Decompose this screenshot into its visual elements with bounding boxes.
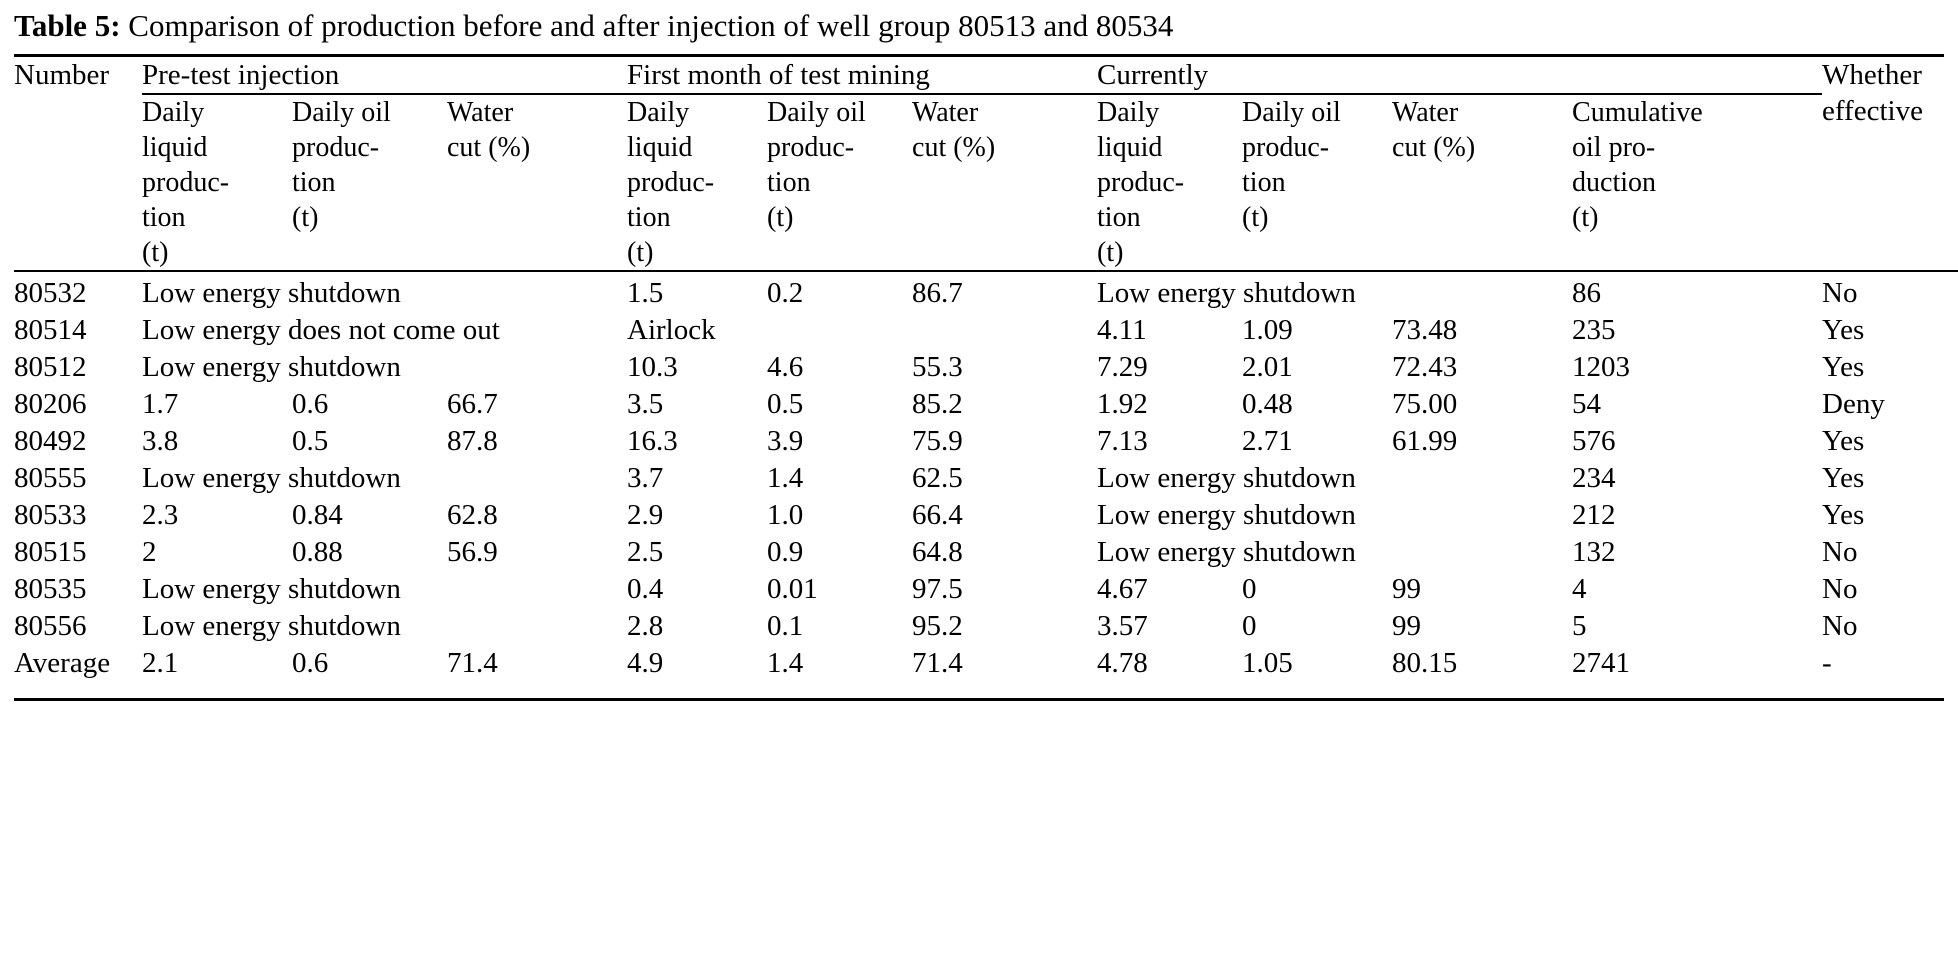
cell-number: 80492	[14, 425, 87, 457]
header-whether-effective-line-1: Whether	[1822, 59, 1922, 91]
cell-fm-daily-liquid: 3.7	[627, 462, 664, 494]
header-pre-daily-liquid	[142, 94, 292, 270]
hdr-line: liquid	[142, 132, 208, 163]
cell-pre-daily-liquid: 3.8	[142, 425, 179, 457]
cell-effective: No	[1822, 536, 1858, 568]
table-body	[14, 275, 1958, 682]
cell-cur-water-cut: 72.43	[1392, 351, 1458, 383]
cell-cur-daily-liquid: 4.11	[1097, 314, 1147, 346]
cell-number: 80556	[14, 610, 87, 642]
hdr-line: cut (%)	[447, 132, 531, 163]
cell-cumulative-oil: 234	[1572, 462, 1616, 494]
cell-pre-daily-liquid: 2.1	[142, 647, 179, 679]
table-row	[14, 275, 1958, 312]
cell-pre-daily-liquid: 2	[142, 536, 157, 568]
cell-cur-daily-liquid: 3.57	[1097, 610, 1148, 642]
cell-cur-water-cut: 73.48	[1392, 314, 1458, 346]
cell-cur-daily-liquid: 4.78	[1097, 647, 1148, 679]
cell-fm-water-cut: 86.7	[912, 277, 963, 309]
hdr-line: produc-	[767, 132, 855, 163]
table-row	[14, 571, 1958, 608]
header-fm-daily-oil	[767, 94, 912, 270]
hdr-line: Daily oil	[1242, 97, 1341, 128]
cell-effective: Deny	[1822, 388, 1885, 420]
cell-pre-daily-liquid: 2.3	[142, 499, 179, 531]
cell-pre-water-cut: 66.7	[447, 388, 498, 420]
table-row	[14, 349, 1958, 386]
header-group-first-month: First month of test mining	[627, 57, 1097, 94]
cell-cumulative-oil: 132	[1572, 536, 1616, 568]
hdr-line: duction	[1572, 167, 1657, 198]
cell-fm-water-cut: 55.3	[912, 351, 963, 383]
header-fm-daily-liquid	[627, 94, 767, 270]
cell-number: 80515	[14, 536, 87, 568]
hdr-line: (t)	[767, 202, 794, 233]
cell-effective: Yes	[1822, 462, 1865, 494]
table-caption	[14, 0, 1944, 54]
cell-effective: Yes	[1822, 499, 1865, 531]
cell-cur-daily-oil: 0	[1242, 610, 1257, 642]
hdr-line: tion	[1097, 202, 1141, 233]
cell-cur-daily-oil: 1.05	[1242, 647, 1293, 679]
header-whether-effective-line-2: effective	[1822, 95, 1923, 127]
cell-number: 80535	[14, 573, 87, 605]
cell-effective: Yes	[1822, 351, 1865, 383]
cell-fm-daily-oil: 1.4	[767, 462, 804, 494]
cell-cur-span: Low energy shutdown	[1097, 536, 1356, 568]
cell-cur-daily-liquid: 1.92	[1097, 388, 1148, 420]
hdr-line: (t)	[1097, 237, 1124, 268]
cell-fm-span: Airlock	[627, 314, 716, 346]
cell-cur-daily-liquid: 7.13	[1097, 425, 1148, 457]
table-row	[14, 312, 1958, 349]
cell-number: 80555	[14, 462, 87, 494]
cell-cur-daily-oil: 2.71	[1242, 425, 1293, 457]
cell-cur-water-cut: 80.15	[1392, 647, 1458, 679]
cell-fm-daily-oil: 1.0	[767, 499, 804, 531]
header-group-currently: Currently	[1097, 57, 1822, 94]
cell-cumulative-oil: 212	[1572, 499, 1616, 531]
hdr-line: (t)	[292, 202, 319, 233]
cell-pre-span: Low energy shutdown	[142, 573, 401, 605]
cell-number: 80532	[14, 277, 87, 309]
cell-number: Average	[14, 647, 111, 679]
cell-pre-daily-oil: 0.5	[292, 425, 329, 457]
cell-pre-daily-oil: 0.6	[292, 388, 329, 420]
cell-pre-water-cut: 71.4	[447, 647, 498, 679]
header-whether-effective	[1822, 57, 1958, 270]
cell-pre-water-cut: 87.8	[447, 425, 498, 457]
header-fm-water-cut	[912, 94, 1097, 270]
cell-fm-daily-liquid: 2.8	[627, 610, 664, 642]
hdr-line: Water	[912, 97, 979, 128]
cell-pre-water-cut: 56.9	[447, 536, 498, 568]
cell-effective: No	[1822, 610, 1858, 642]
hdr-line: Daily oil	[292, 97, 391, 128]
cell-cumulative-oil: 54	[1572, 388, 1602, 420]
table-caption-label: Table 5:	[14, 8, 121, 43]
cell-pre-span: Low energy does not come out	[142, 314, 500, 346]
header-cur-daily-oil	[1242, 94, 1392, 270]
cell-cur-daily-liquid: 7.29	[1097, 351, 1148, 383]
header-pre-water-cut	[447, 94, 627, 270]
cell-fm-daily-oil: 0.2	[767, 277, 804, 309]
cell-cumulative-oil: 235	[1572, 314, 1616, 346]
hdr-line: (t)	[142, 237, 169, 268]
cell-pre-daily-oil: 0.6	[292, 647, 329, 679]
header-cur-daily-liquid	[1097, 94, 1242, 270]
cell-cur-span: Low energy shutdown	[1097, 462, 1356, 494]
cell-fm-water-cut: 62.5	[912, 462, 963, 494]
hdr-line: tion	[292, 167, 336, 198]
header-number: Number	[14, 59, 110, 91]
hdr-line: (t)	[1242, 202, 1269, 233]
cell-fm-daily-oil: 4.6	[767, 351, 804, 383]
hdr-line: cut (%)	[1392, 132, 1476, 163]
cell-fm-daily-liquid: 1.5	[627, 277, 664, 309]
hdr-line: oil pro-	[1572, 132, 1656, 163]
table-header	[14, 57, 1958, 275]
hdr-line: (t)	[1572, 202, 1599, 233]
cell-cumulative-oil: 2741	[1572, 647, 1631, 679]
hdr-line: produc-	[627, 167, 715, 198]
cell-fm-water-cut: 66.4	[912, 499, 963, 531]
cell-cur-water-cut: 75.00	[1392, 388, 1458, 420]
hdr-line: Daily oil	[767, 97, 866, 128]
cell-number: 80512	[14, 351, 87, 383]
cell-cur-daily-liquid: 4.67	[1097, 573, 1148, 605]
hdr-line: Daily	[627, 97, 690, 128]
hdr-line: liquid	[627, 132, 693, 163]
cell-cumulative-oil: 86	[1572, 277, 1602, 309]
cell-effective: -	[1822, 647, 1832, 679]
cell-number: 80533	[14, 499, 87, 531]
cell-cur-water-cut: 61.99	[1392, 425, 1458, 457]
cell-cur-water-cut: 99	[1392, 610, 1422, 642]
hdr-line: Daily	[1097, 97, 1160, 128]
hdr-line: Water	[1392, 97, 1459, 128]
table-bottom-rule	[14, 698, 1944, 701]
cell-cur-daily-oil: 1.09	[1242, 314, 1293, 346]
cell-fm-water-cut: 97.5	[912, 573, 963, 605]
cell-pre-daily-oil: 0.84	[292, 499, 343, 531]
cell-cur-daily-oil: 0	[1242, 573, 1257, 605]
cell-cur-water-cut: 99	[1392, 573, 1422, 605]
hdr-line: Cumulative	[1572, 97, 1703, 128]
header-cur-water-cut	[1392, 94, 1572, 270]
cell-fm-water-cut: 95.2	[912, 610, 963, 642]
header-pre-daily-oil	[292, 94, 447, 270]
cell-cur-span: Low energy shutdown	[1097, 277, 1356, 309]
group-header-row	[14, 57, 1958, 94]
cell-effective: No	[1822, 573, 1858, 605]
table-caption-text: Comparison of production before and after injection of well group 80513 and 80534	[128, 8, 1174, 43]
hdr-line: Water	[447, 97, 514, 128]
cell-pre-span: Low energy shutdown	[142, 277, 401, 309]
cell-pre-span: Low energy shutdown	[142, 462, 401, 494]
table-row	[14, 423, 1958, 460]
table-row	[14, 534, 1958, 571]
cell-pre-water-cut: 62.8	[447, 499, 498, 531]
hdr-line: tion	[1242, 167, 1286, 198]
cell-pre-span: Low energy shutdown	[142, 610, 401, 642]
table-bottom-space	[14, 682, 1944, 698]
table-row	[14, 386, 1958, 423]
header-cumulative-oil	[1572, 94, 1822, 270]
hdr-line: cut (%)	[912, 132, 996, 163]
cell-fm-water-cut: 71.4	[912, 647, 963, 679]
cell-cumulative-oil: 1203	[1572, 351, 1631, 383]
sub-header-row	[14, 94, 1958, 270]
cell-fm-daily-liquid: 2.5	[627, 536, 664, 568]
cell-fm-daily-liquid: 3.5	[627, 388, 664, 420]
cell-cur-daily-oil: 0.48	[1242, 388, 1293, 420]
table-row	[14, 608, 1958, 645]
hdr-line: produc-	[142, 167, 230, 198]
cell-pre-daily-oil: 0.88	[292, 536, 343, 568]
table-row-average	[14, 645, 1958, 682]
header-group-pre-test: Pre-test injection	[142, 57, 627, 94]
cell-pre-span: Low energy shutdown	[142, 351, 401, 383]
hdr-line: tion	[142, 202, 186, 233]
cell-fm-daily-liquid: 0.4	[627, 573, 664, 605]
cell-fm-daily-oil: 1.4	[767, 647, 804, 679]
hdr-line: (t)	[627, 237, 654, 268]
cell-number: 80514	[14, 314, 87, 346]
cell-fm-daily-liquid: 4.9	[627, 647, 664, 679]
cell-fm-daily-liquid: 10.3	[627, 351, 678, 383]
cell-fm-daily-oil: 3.9	[767, 425, 804, 457]
cell-effective: No	[1822, 277, 1858, 309]
cell-fm-water-cut: 64.8	[912, 536, 963, 568]
hdr-line: liquid	[1097, 132, 1163, 163]
cell-effective: Yes	[1822, 425, 1865, 457]
hdr-line: Daily	[142, 97, 205, 128]
cell-effective: Yes	[1822, 314, 1865, 346]
production-comparison-table	[14, 57, 1958, 682]
cell-fm-daily-liquid: 2.9	[627, 499, 664, 531]
hdr-line: tion	[627, 202, 671, 233]
cell-cur-daily-oil: 2.01	[1242, 351, 1293, 383]
cell-pre-daily-liquid: 1.7	[142, 388, 179, 420]
cell-fm-daily-oil: 0.5	[767, 388, 804, 420]
table-row	[14, 497, 1958, 534]
hdr-line: tion	[767, 167, 811, 198]
cell-number: 80206	[14, 388, 87, 420]
cell-cumulative-oil: 5	[1572, 610, 1587, 642]
hdr-line: produc-	[292, 132, 380, 163]
table-row	[14, 460, 1958, 497]
cell-fm-daily-oil: 0.01	[767, 573, 818, 605]
hdr-line: produc-	[1097, 167, 1185, 198]
cell-fm-water-cut: 75.9	[912, 425, 963, 457]
cell-cumulative-oil: 576	[1572, 425, 1616, 457]
cell-cumulative-oil: 4	[1572, 573, 1587, 605]
hdr-line: produc-	[1242, 132, 1330, 163]
cell-fm-daily-oil: 0.9	[767, 536, 804, 568]
cell-fm-water-cut: 85.2	[912, 388, 963, 420]
cell-cur-span: Low energy shutdown	[1097, 499, 1356, 531]
cell-fm-daily-oil: 0.1	[767, 610, 804, 642]
cell-fm-daily-liquid: 16.3	[627, 425, 678, 457]
